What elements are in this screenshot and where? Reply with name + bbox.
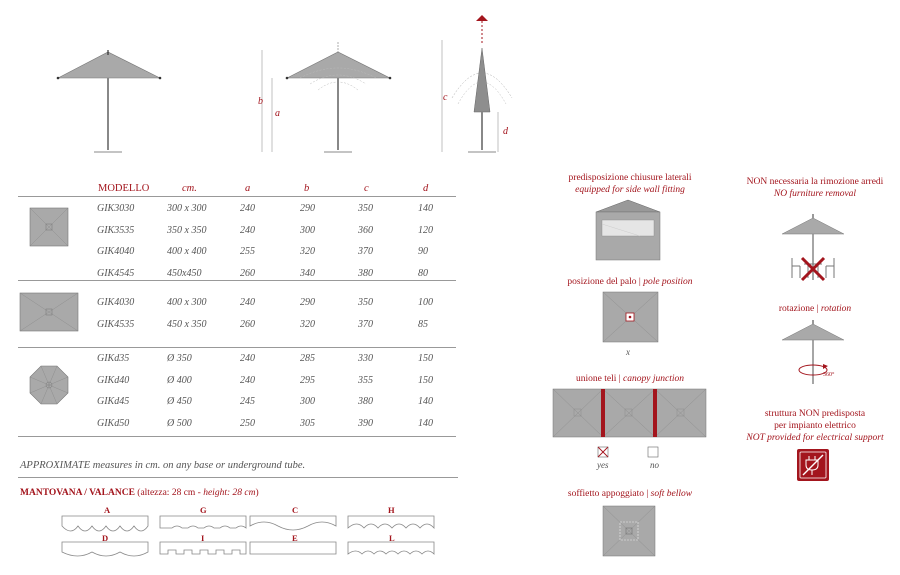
valance-letter-d: D [102, 533, 109, 543]
table-cell: 255 [240, 246, 255, 257]
header-c: c [364, 183, 369, 194]
valance-letter-l: L [389, 533, 395, 543]
square-canopy-icon [30, 208, 68, 246]
table-cell: 240 [240, 297, 255, 308]
canopy-junction-checkboxes [596, 446, 666, 460]
valance-shape-d [62, 542, 148, 556]
table-cell: 450x450 [167, 267, 202, 279]
no-electrical-icon [796, 448, 830, 482]
table-cell: GIKd40 [97, 374, 130, 386]
table-cell: GIK3535 [97, 224, 135, 236]
table-cell: 320 [300, 246, 315, 257]
soft-bellow-icon [598, 503, 663, 561]
table-divider [18, 436, 456, 437]
table-cell: 450 x 350 [167, 318, 207, 330]
table-cell: GIKd45 [97, 396, 130, 407]
valance-letter-h: H [388, 505, 395, 515]
no-furniture-title-en: NO furniture removal [773, 189, 857, 199]
table-cell: 295 [300, 374, 315, 386]
table-cell: 285 [300, 353, 315, 364]
table-cell: 150 [418, 353, 433, 364]
pole-position-title-en: pole position [643, 277, 693, 287]
table-cell: 290 [300, 203, 315, 214]
table-cell: 240 [240, 224, 255, 236]
rotation-icon [778, 318, 850, 386]
valance-shape-h [348, 516, 434, 528]
valance-shapes [60, 514, 440, 559]
pole-position-icon [598, 290, 663, 345]
valance-letter-c: C [292, 505, 299, 515]
umbrella-open-drawing [57, 50, 162, 152]
valance-shape-g [160, 516, 246, 528]
note-divider [18, 477, 458, 478]
header-cm: cm. [182, 183, 197, 194]
table-cell: Ø 450 [167, 396, 192, 407]
canopy-junction-title-en: canopy junction [623, 374, 684, 384]
table-cell: 100 [418, 297, 433, 308]
table-cell: 360 [358, 224, 373, 236]
table-cell: GIKd50 [97, 417, 130, 429]
table-cell: 260 [240, 267, 255, 279]
table-cell: 85 [418, 318, 428, 330]
table-cell: 320 [300, 318, 315, 330]
pole-position-mark: x [626, 347, 630, 357]
umbrella-closed-drawing [442, 15, 512, 152]
table-cell: 290 [300, 297, 315, 308]
valance-height-it: (altezza: 28 cm - [137, 488, 204, 498]
rotation-degrees: 360° [823, 372, 835, 378]
valance-shape-e [250, 542, 336, 554]
shape-icons [18, 200, 98, 430]
canopy-junction-title [545, 373, 715, 385]
electrical-title-en: NOT provided for electrical support [746, 433, 884, 443]
dimension-c-label: c [443, 92, 448, 103]
canopy-junction-icon [552, 388, 708, 440]
table-cell: 300 [300, 396, 315, 407]
canopy-junction-yes: yes [597, 460, 609, 470]
header-modello: MODELLO [98, 183, 150, 194]
table-cell: 400 x 400 [167, 246, 207, 257]
soft-bellow-title-it: soffietto appoggiato | [567, 489, 651, 499]
canopy-junction-title-it: unione teli | [576, 374, 624, 384]
table-cell: 305 [300, 417, 315, 429]
table-cell: 400 x 300 [167, 297, 207, 308]
header-b: b [304, 183, 310, 194]
table-cell: GIKd35 [97, 353, 130, 364]
table-cell: 120 [418, 224, 433, 236]
table-cell: 260 [240, 318, 255, 330]
table-cell: 140 [418, 203, 433, 214]
table-cell: GIK3030 [97, 203, 135, 214]
table-cell: GIK4030 [97, 297, 135, 308]
table-cell: 140 [418, 396, 433, 407]
table-cell: 350 [358, 297, 373, 308]
table-cell: GIK4535 [97, 318, 135, 330]
octagon-canopy-icon [30, 366, 68, 404]
yes-checkbox-icon [598, 447, 608, 457]
umbrella-diagrams [0, 0, 540, 165]
table-cell: 80 [418, 267, 428, 279]
valance-shape-a [62, 516, 148, 531]
soft-bellow-title-en: soft bellow [650, 489, 693, 499]
table-cell: 300 [300, 224, 315, 236]
table-cell: GIK4040 [97, 246, 135, 257]
table-cell: 350 x 350 [167, 224, 207, 236]
rotation-title-en: rotation [820, 304, 852, 314]
side-wall-title-it: predisposizione chiusure laterali [568, 173, 692, 183]
no-furniture-title [735, 176, 895, 200]
valance-letter-i: I [201, 533, 205, 543]
valance-shape-c [250, 516, 336, 530]
table-cell: 380 [358, 396, 373, 407]
valance-height-close: ) [255, 488, 259, 498]
valance-title-it: MANTOVANA / VALANCE [20, 488, 135, 498]
approximate-measures-note: APPROXIMATE measures in cm. on any base or underground tube. [20, 460, 306, 471]
no-checkbox-icon [648, 447, 658, 457]
table-cell: 370 [358, 246, 373, 257]
table-cell: 240 [240, 374, 255, 386]
table-cell: Ø 350 [167, 353, 192, 364]
pole-position-title [545, 276, 715, 288]
valance-shape-i [160, 542, 246, 554]
table-cell: 370 [358, 318, 373, 330]
side-wall-title [545, 172, 715, 196]
table-cell: 140 [418, 417, 433, 429]
table-cell: 250 [240, 417, 255, 429]
header-d: d [423, 183, 429, 194]
valance-title [20, 488, 259, 498]
rotation-title [735, 303, 895, 315]
table-cell: 245 [240, 396, 255, 407]
dimension-a-label: a [275, 108, 280, 119]
pole-position-title-it: posizione del palo | [567, 277, 644, 287]
side-wall-title-en: equipped for side wall fitting [575, 185, 685, 195]
table-cell: 390 [358, 417, 373, 429]
rectangle-canopy-icon [20, 293, 78, 331]
table-cell: 340 [300, 267, 315, 279]
table-cell: 330 [358, 353, 373, 364]
header-a: a [245, 183, 251, 194]
side-wall-icon [590, 198, 670, 263]
table-cell: Ø 500 [167, 417, 192, 429]
no-furniture-title-it: NON necessaria la rimozione arredi [746, 177, 884, 187]
table-cell: Ø 400 [167, 374, 192, 386]
valance-height-en: height: 28 cm [203, 488, 256, 498]
valance-shape-l [348, 542, 434, 554]
table-cell: GIK4545 [97, 267, 135, 279]
table-cell: 380 [358, 267, 373, 279]
table-cell: 240 [240, 353, 255, 364]
valance-letter-e: E [292, 533, 298, 543]
no-furniture-icon [778, 208, 850, 284]
table-cell: 240 [240, 203, 255, 214]
table-cell: 350 [358, 203, 373, 214]
table-cell: 90 [418, 246, 428, 257]
valance-letter-a: A [104, 505, 111, 515]
soft-bellow-title [545, 488, 715, 500]
umbrella-dimensions-drawing [262, 42, 391, 152]
electrical-title [735, 408, 895, 444]
table-cell: 150 [418, 374, 433, 386]
dimension-b-label: b [258, 96, 263, 107]
electrical-title-it2: per impianto elettrico [774, 421, 856, 431]
electrical-title-it1: struttura NON predisposta [764, 409, 866, 419]
rotation-title-it: rotazione | [778, 304, 821, 314]
table-cell: 300 x 300 [167, 203, 207, 214]
dimension-d-label: d [503, 126, 508, 137]
table-divider [18, 196, 456, 197]
canopy-junction-no: no [650, 460, 659, 470]
table-cell: 355 [358, 374, 373, 386]
valance-letter-g: G [200, 505, 207, 515]
